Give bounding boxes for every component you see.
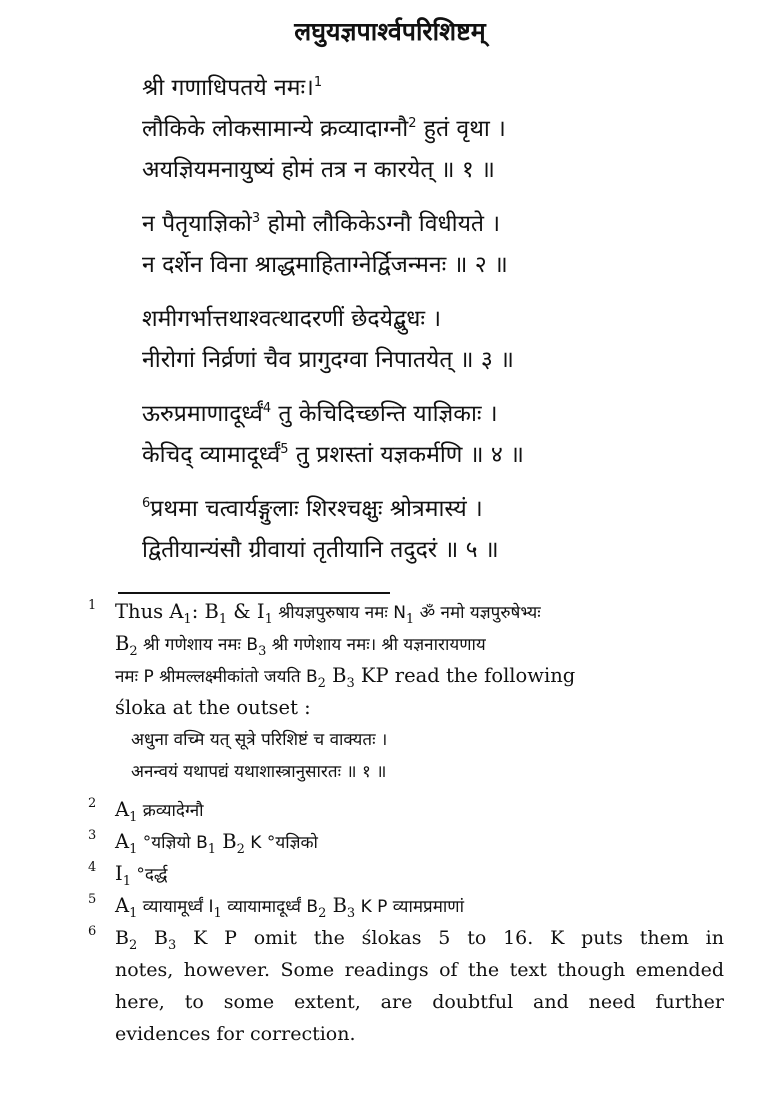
verse-4-line-2: केचिद् व्यामादूर्ध्वं$^5$ तु प्रशस्तां यज्ञकर्मणि ॥ ४ ॥ [142,442,524,468]
footnote-verse-line: अनन्वयं यथापद्यं यथाशास्त्रानुसारतः ॥ १ ॥ [131,762,387,782]
invocation-line: श्री गणाधिपतये नमः।$^1$ [142,75,323,101]
footnote-verse-line: अधुना वच्मि यत् सूत्रे परिशिष्टं च वाक्यतः । [131,730,388,750]
footnote-line: $B_2$ श्री गणेशाय नमः $B_3$ श्री गणेशाय नमः। श्री यज्ञनारायणाय [115,632,486,659]
footnote-line: Thus $A_1$: $B_1$ & $I_1$ श्रीयज्ञपुरुषाय नमः $N_1$ ॐ नमो यज्ञपुरुषेभ्यः [115,600,541,627]
footnote-3 [88,826,724,858]
footnote-5 [88,890,724,922]
footnote-ref: 5 [280,442,289,457]
footnote-number: 6 [88,924,97,939]
verse-2-line-2: न दर्शेन विना श्राद्धमाहिताग्नेर्द्विजन्मनः ॥ २ ॥ [142,252,508,278]
footnote-ref: 6 [142,496,151,511]
footnote-line: notes, however. Some readings of the text though emended [115,959,724,981]
footnotes [88,596,724,1050]
footnote-number: 1 [88,598,97,613]
footnote-4 [88,858,724,890]
footnote-2 [88,794,724,826]
footnote-line: here, to some extent, are doubtful and need further [115,991,724,1013]
footnote-number: 3 [88,828,97,843]
footnote-ref: 3 [251,211,261,226]
footnote-line: $I_1$ °दर्द्ध [115,862,168,889]
footnote-number: 5 [88,892,97,907]
verse-2-line-1: न पैतृयाज्ञिको$^3$ होमो लौकिकेऽग्नौ विधीयते । [142,211,501,237]
footnote-divider [118,592,390,594]
footnote-6 [88,922,724,1050]
verse-3-line-1: शमीगर्भात्तथाश्वत्थादरणीं छेदयेद्बुधः । [142,306,442,332]
footnote-line: śloka at the outset : [115,696,311,719]
footnote-1 [88,596,724,788]
footnote-ref: 4 [262,401,272,416]
verse-1-line-2: अयज्ञियमनायुष्यं होमं तत्र न कारयेत् ॥ १ ॥ [142,157,495,183]
verse-3-line-2: नीरोगां निर्व्रणां चैव प्रागुदग्वा निपातयेत् ॥ ३ ॥ [142,347,514,373]
page-title: लघुयज्ञपार्श्वपरिशिष्टम् [294,17,486,46]
verse-5-line-1: $^6$प्रथमा चत्वार्यङ्गुलाः शिरश्चक्षुः श्रोत्रमास्यं । [142,496,483,522]
verse-block [142,68,762,571]
footnote-number: 4 [88,860,97,875]
footnote-line: $B_2$ $B_3$ K P omit the ślokas 5 to 16. K puts them in [115,927,724,953]
footnote-ref: 1 [313,75,323,90]
footnote-line: $A_1$ क्रव्यादेग्नौ [115,798,204,825]
verse-4-line-1: ऊरुप्रमाणादूर्ध्वं$^4$ तु केचिदिच्छन्ति याज्ञिकाः । [142,401,498,427]
footnote-line: नमः P श्रीमल्लक्ष्मीकांतो जयति $B_2$ $B_3$ KP read the following [115,664,576,691]
verse-5-line-2: द्वितीयान्यंसौ ग्रीवायां तृतीयानि तदुदरं ॥ ५ ॥ [142,537,499,563]
footnote-line: evidences for correction. [115,1023,356,1045]
footnote-line: $A_1$ व्यायामूर्ध्वं $I_1$ व्यायामादूर्ध्वं $B_2$ $B_3$ K P व्यामप्रमाणां [115,894,464,921]
verse-1-line-1: लौकिके लोकसामान्ये क्रव्यादाग्नौ$^2$ हुतं वृथा । [142,116,506,142]
footnote-number: 2 [88,796,97,811]
footnote-ref: 2 [408,116,417,131]
footnote-line: $A_1$ °यज्ञियो $B_1$ $B_2$ K °यज्ञिको [115,830,318,857]
